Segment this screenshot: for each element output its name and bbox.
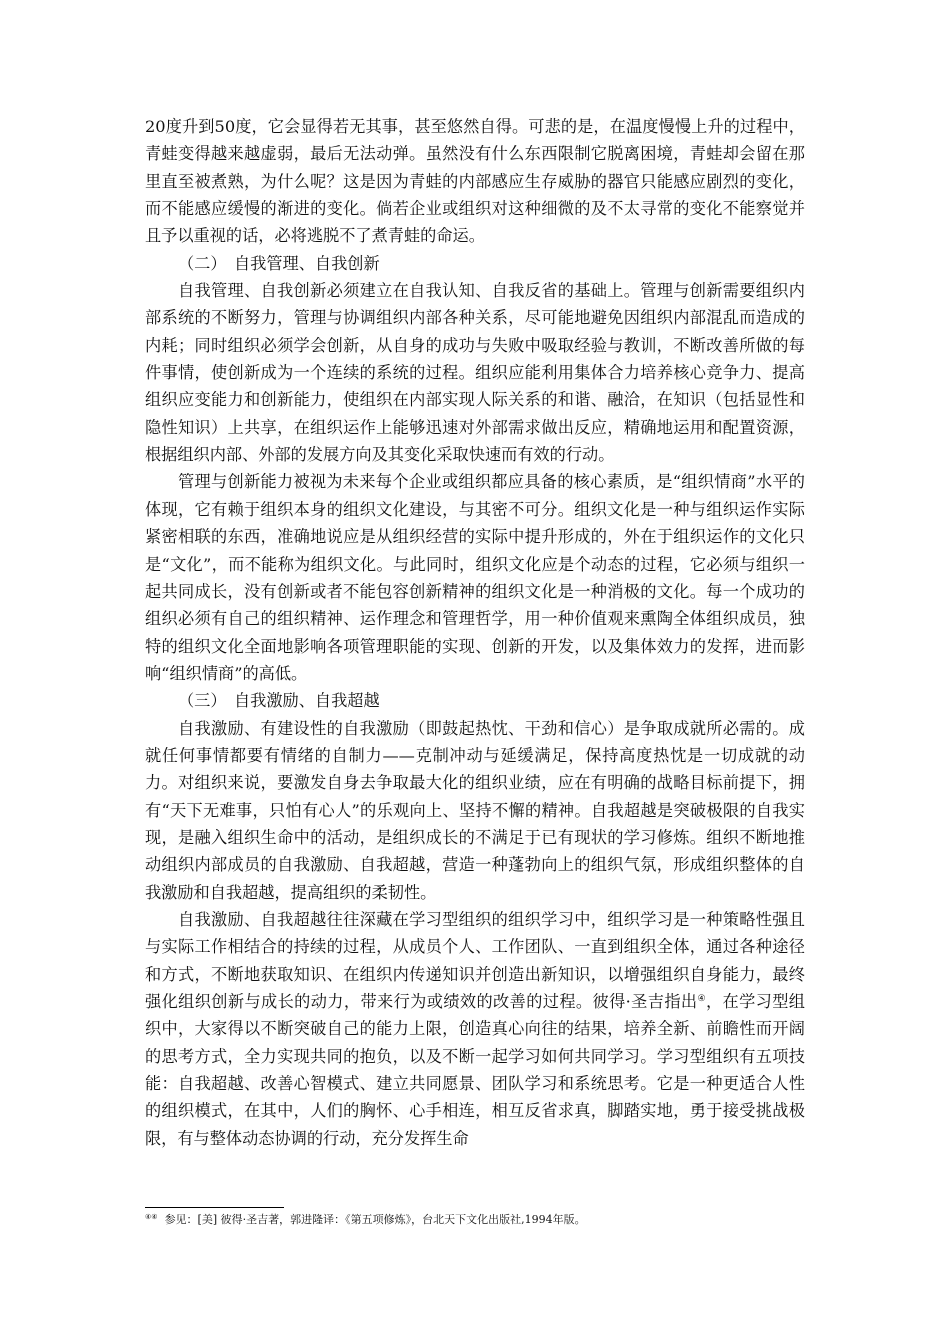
- section-title: 自我管理、自我创新: [234, 253, 380, 273]
- paragraph-self-management: 自我管理、自我创新必须建立在自我认知、自我反省的基础上。管理与创新需要组织内部系统的不断努力，管理与协调组织内部各种关系，尽可能地避免因组织内部混乱而造成的内耗；同时组织必须学会创新，从自身的成功与失败中吸取经验与教训，不断改善所做的每件事情，使创新成为一个连续的系统的过程。组织应能利用集体合力培养核心竞争力、提高组织应变能力和创新能力，使组织在内部实现人际关系的和谐、融洽，在知识（包括显性和隐性知识）上共享，在组织运作上能够迅速对外部需求做出反应，精确地运用和配置资源，根据组织内部、外部的发展方向及其变化采取快速而有效的行动。: [145, 281, 805, 465]
- document-body: [145, 113, 805, 1152]
- section-heading-self-motivation: [145, 687, 805, 714]
- section-heading-self-management: [145, 250, 805, 277]
- footnote-mark: ④④: [145, 1213, 158, 1221]
- footnote-divider: [145, 1207, 284, 1208]
- footnote-reference[interactable]: ④: [697, 994, 706, 1004]
- paragraph-text: ，在学习型组织中，大家得以不断突破自己的能力上限，创造真心向往的结果，培养全新、前瞻性而开阔的思考方式，全力实现共同的抱负，以及不断一起学习如何共同学习。学习型组织有五项技能：自我超越、改善心智模式、建立共同愿景、团队学习和系统思考。它是一种更适合人性的组织模式，在其中，人们的胸怀、心手相连，相互反省求真，脚踏实地，勇于接受挑战极限，有与整体动态协调的行动，充分发挥生命: [145, 992, 805, 1148]
- footnote: [145, 1212, 805, 1228]
- section-title: 自我激励、自我超越: [234, 691, 380, 711]
- paragraph-learning-organization: [145, 906, 805, 1152]
- paragraph-text: 自我激励、自我超越往往深藏在学习型组织的组织学习中，组织学习是一种策略性强且与实际工作相结合的持续的过程，从成员个人、工作团队、一直到组织全体，通过各种途径和方式，不断地获取知识、在组织内传递知识并创造出新知识，以增强组织自身能力，最终强化组织创新与成长的动力，带来行为或绩效的改善的过程。彼得·圣吉指出: [145, 909, 805, 1011]
- paragraph-frog-analogy: 20度升到50度，它会显得若无其事，甚至悠然自得。可悲的是，在温度慢慢上升的过程中，青蛙变得越来越虚弱，最后无法动弹。虽然没有什么东西限制它脱离困境，青蛙却会留在那里直至被煮熟，为什么呢？这是因为青蛙的内部感应生存威胁的器官只能感应剧烈的变化，而不能感应缓慢的渐进的变化。倘若企业或组织对这种细微的及不太寻常的变化不能察觉并且予以重视的话，必将逃脱不了煮青蛙的命运。: [145, 117, 805, 246]
- paragraph-innovation-culture: 管理与创新能力被视为未来每个企业或组织都应具备的核心素质，是“组织情商”水平的体现，它有赖于组织本身的组织文化建设，与其密不可分。组织文化是一种与组织运作实际紧密相联的东西，准确地说应是从组织经营的实际中提升形成的，外在于组织运作的文化只是“文化”，而不能称为组织文化。与此同时，组织文化应是个动态的过程，它必须与组织一起共同成长，没有创新或者不能包容创新精神的组织文化是一种消极的文化。每一个成功的组织必须有自己的组织精神、运作理念和管理哲学，用一种价值观来熏陶全体组织成员，独特的组织文化全面地影响各项管理职能的实现、创新的开发，以及集体效力的发挥，进而影响“组织情商”的高低。: [145, 472, 805, 683]
- paragraph-self-motivation: 自我激励、有建设性的自我激励（即鼓起热忱、干劲和信心）是争取成就所必需的。成就任何事情都要有情绪的自制力——克制冲动与延缓满足，保持高度热忱是一切成就的动力。对组织来说，要激发自身去争取最大化的组织业绩，应在有明确的战略目标前提下，拥有“天下无难事，只怕有心人”的乐观向上、坚持不懈的精神。自我超越是突破极限的自我实现，是融入组织生命中的活动，是组织成长的不满足于已有现状的学习修炼。组织不断地推动组织内部成员的自我激励、自我超越，营造一种蓬勃向上的组织气氛，形成组织整体的自我激励和自我超越，提高组织的柔韧性。: [145, 718, 805, 902]
- footnote-text: 参见：[美] 彼得·圣吉著，郭进隆译：《第五项修炼》，台北天下文化出版社,1994年版。: [164, 1213, 586, 1226]
- section-number: （二）: [178, 253, 227, 273]
- section-number: （三）: [178, 691, 227, 711]
